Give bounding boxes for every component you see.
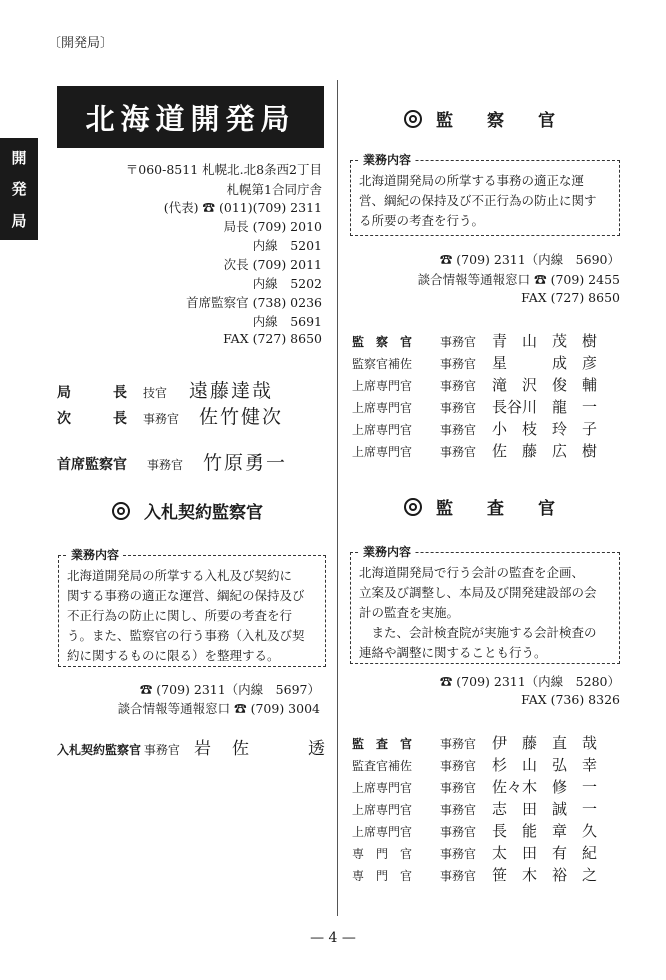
inspector-section-title: 監 察 官 [404, 106, 555, 131]
leader-row: 次 長 事務官 佐竹健次 [57, 406, 284, 428]
duty-label: 業務内容 [359, 152, 415, 168]
contact-row: (代表) ☎ (011)(709) 2311 [163, 200, 322, 215]
audit-phone: ☎ (709) 2311（内線 5280） [439, 674, 620, 689]
audit-duty-box [350, 545, 620, 664]
audit-section-title: 監 査 官 [404, 494, 555, 519]
duty-label: 業務内容 [67, 547, 123, 563]
inspector-phone: ☎ (709) 2311（内線 5690） [439, 252, 620, 267]
staff-row: 監査官補佐 事務官 杉 山 弘 幸 [352, 756, 598, 774]
column-divider [337, 80, 338, 916]
duty-line: る所要の考査を行う。 [359, 213, 485, 228]
duty-line: 北海道開発局の所掌する入札及び契約に [67, 568, 293, 583]
staff-row: 上席専門官 事務官 長谷川 龍 一 [352, 398, 598, 416]
contact-list [82, 198, 322, 350]
inspector-staff-list [352, 330, 622, 462]
staff-row: 上席専門官 事務官 小 枝 玲 子 [352, 420, 598, 438]
staff-row: 監 察 官 事務官 青 山 茂 樹 [352, 332, 598, 350]
duty-line: う。また、監察官の行う事務（入札及び契 [67, 628, 305, 643]
leader-row: 局 長 技官 遠藤達哉 [57, 380, 274, 402]
duty-line: 約に関するものに限る）を整理する。 [67, 648, 280, 663]
page-number: — 4 — [310, 930, 356, 946]
double-circle-icon [404, 110, 422, 128]
duty-line: 北海道開発局の所掌する事務の適正な運 [359, 173, 585, 188]
bid-consult-line: 談合情報等通報窓口 ☎ (709) 3004 [117, 701, 320, 716]
duty-line: 立案及び調整し、本局及び開発建設部の会 [359, 585, 597, 600]
header-tag: 〔開発局〕 [48, 36, 114, 51]
duty-line: 営、綱紀の保持及び不正行為の防止に関す [359, 193, 597, 208]
contact-row: 内線 5201 [252, 238, 322, 253]
contact-row: FAX (727) 8650 [223, 331, 322, 346]
bid-section-title: 入札契約監察官 [112, 498, 263, 523]
bid-staff-row: 入札契約監察官 事務官 岩 佐 透 [57, 739, 327, 759]
side-tab-char: 発 [11, 180, 27, 199]
duty-line: 北海道開発局で行う会計の監査を企画、 [359, 565, 585, 580]
duty-line: また、会計検査院が実施する会計検査の [359, 625, 597, 640]
contact-row: 次長 (709) 2011 [223, 257, 322, 272]
page-title: 北海道開発局 [57, 86, 324, 148]
contact-row: 局長 (709) 2010 [223, 219, 322, 234]
side-tab-char: 局 [11, 211, 27, 230]
side-tab [0, 138, 38, 240]
staff-row: 上席専門官 事務官 志 田 誠 一 [352, 800, 598, 818]
duty-line: 関する事務の適正な運営、綱紀の保持及び [67, 588, 305, 603]
bid-duty-box [58, 548, 326, 667]
staff-row: 上席専門官 事務官 佐々木 修 一 [352, 778, 598, 796]
inspector-duty-box [350, 153, 620, 236]
address-building: 札幌第1合同庁舎 [226, 182, 322, 197]
inspector-consult-line: 談合情報等通報窓口 ☎ (709) 2455 [417, 272, 620, 287]
address-postal: 〒060-8511 札幌北.北8条西2丁目 [125, 162, 322, 177]
duty-line: 不正行為の防止に関し、所要の考査を行 [67, 608, 293, 623]
audit-fax: FAX (736) 8326 [521, 692, 620, 707]
audit-staff-list [352, 732, 622, 886]
inspector-fax: FAX (727) 8650 [521, 290, 620, 305]
bid-phone: ☎ (709) 2311（内線 5697） [139, 682, 320, 697]
staff-row: 専 門 官 事務官 笹 木 裕 之 [352, 866, 598, 884]
duty-line: 連絡や調整に関することも行う。 [359, 645, 547, 660]
duty-label: 業務内容 [359, 544, 415, 560]
leader-row: 首席監察官 事務官 竹原勇一 [57, 452, 288, 474]
staff-row: 専 門 官 事務官 太 田 有 紀 [352, 844, 598, 862]
contact-row: 首席監察官 (738) 0236 [186, 295, 322, 310]
staff-row: 上席専門官 事務官 滝 沢 俊 輔 [352, 376, 598, 394]
staff-row: 監察官補佐 事務官 星 成 彦 [352, 354, 598, 372]
double-circle-icon [112, 502, 130, 520]
duty-line: 計の監査を実施。 [359, 605, 460, 620]
staff-row: 監 査 官 事務官 伊 藤 直 哉 [352, 734, 598, 752]
contact-row: 内線 5202 [252, 276, 322, 291]
staff-row: 上席専門官 事務官 長 能 章 久 [352, 822, 598, 840]
contact-row: 内線 5691 [252, 314, 322, 329]
staff-row: 上席専門官 事務官 佐 藤 広 樹 [352, 442, 598, 460]
double-circle-icon [404, 498, 422, 516]
side-tab-char: 開 [11, 149, 27, 168]
